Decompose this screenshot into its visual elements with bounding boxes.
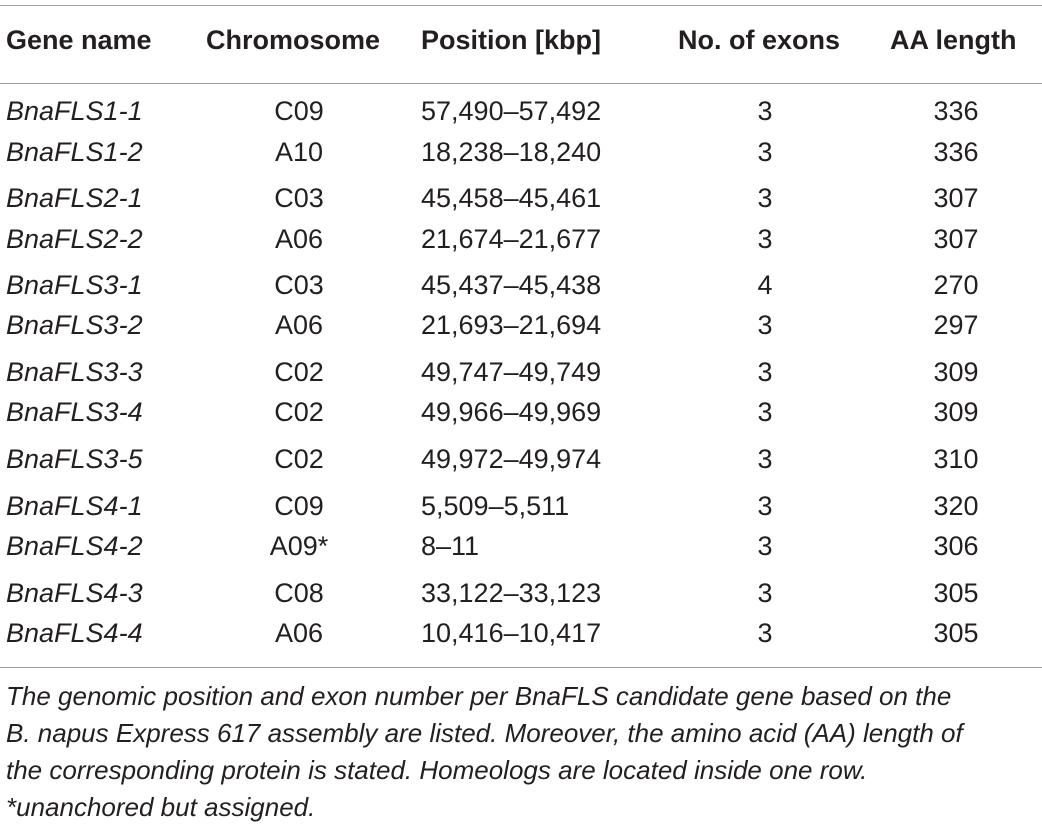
position-cell: 49,966–49,969 xyxy=(421,397,602,427)
header-chromosome: Chromosome xyxy=(206,25,381,55)
aa-length-cell: 310 xyxy=(933,444,979,474)
position-cell: 49,747–49,749 xyxy=(421,357,602,387)
position-cell: 5,509–5,511 xyxy=(421,491,570,521)
position-cell: 21,693–21,694 xyxy=(421,310,602,340)
table-row xyxy=(0,441,1042,477)
table-bottom-rule xyxy=(0,667,1042,668)
table-row xyxy=(0,134,1042,170)
position-cell: 49,972–49,974 xyxy=(421,444,602,474)
position-cell: 57,490–57,492 xyxy=(421,96,602,126)
exons-cell: 3 xyxy=(757,531,773,561)
exons-cell: 3 xyxy=(757,96,773,126)
aa-length-cell: 305 xyxy=(933,618,979,648)
chromosome-cell: C09 xyxy=(274,96,324,126)
chromosome-cell: C03 xyxy=(274,183,324,213)
position-cell: 8–11 xyxy=(421,531,480,561)
aa-length-cell: 309 xyxy=(933,397,979,427)
chromosome-cell: A06 xyxy=(274,224,324,254)
chromosome-cell: C02 xyxy=(274,444,324,474)
aa-length-cell: 309 xyxy=(933,357,979,387)
exons-cell: 3 xyxy=(757,578,773,608)
gene-name-cell: BnaFLS1-2 xyxy=(6,137,143,167)
exons-cell: 3 xyxy=(757,618,773,648)
position-cell: 45,437–45,438 xyxy=(421,270,602,300)
exons-cell: 3 xyxy=(757,491,773,521)
table-top-rule xyxy=(0,5,1042,6)
aa-length-cell: 306 xyxy=(933,531,979,561)
gene-name-cell: BnaFLS4-2 xyxy=(6,531,143,561)
table-row xyxy=(0,394,1042,430)
aa-length-cell: 320 xyxy=(933,491,979,521)
exons-cell: 3 xyxy=(757,137,773,167)
gene-name-cell: BnaFLS3-2 xyxy=(6,310,143,340)
gene-name-cell: BnaFLS4-3 xyxy=(6,578,143,608)
gene-name-cell: BnaFLS4-1 xyxy=(6,491,143,521)
position-cell: 45,458–45,461 xyxy=(421,183,602,213)
table-row xyxy=(0,575,1042,611)
chromosome-cell: A06 xyxy=(274,618,324,648)
exons-cell: 3 xyxy=(757,183,773,213)
aa-length-cell: 336 xyxy=(933,137,979,167)
gene-name-cell: BnaFLS1-1 xyxy=(6,96,143,126)
chromosome-cell: C09 xyxy=(274,491,324,521)
table-header-rule xyxy=(0,83,1042,84)
chromosome-cell: C08 xyxy=(274,578,324,608)
table-row xyxy=(0,93,1042,129)
table-row xyxy=(0,528,1042,564)
chromosome-cell: C02 xyxy=(274,357,324,387)
table-row xyxy=(0,615,1042,651)
table-row xyxy=(0,180,1042,216)
header-gene-name: Gene name xyxy=(6,25,152,55)
aa-length-cell: 336 xyxy=(933,96,979,126)
aa-length-cell: 307 xyxy=(933,224,979,254)
gene-name-cell: BnaFLS3-4 xyxy=(6,397,143,427)
position-cell: 33,122–33,123 xyxy=(421,578,602,608)
aa-length-cell: 305 xyxy=(933,578,979,608)
exons-cell: 3 xyxy=(757,444,773,474)
chromosome-cell: C02 xyxy=(274,397,324,427)
chromosome-cell: A09* xyxy=(269,531,329,561)
gene-name-cell: BnaFLS2-2 xyxy=(6,224,143,254)
header-position: Position [kbp] xyxy=(421,25,601,55)
gene-name-cell: BnaFLS4-4 xyxy=(6,618,143,648)
exons-cell: 4 xyxy=(757,270,773,300)
position-cell: 21,674–21,677 xyxy=(421,224,602,254)
gene-name-cell: BnaFLS3-1 xyxy=(6,270,143,300)
table-row xyxy=(0,267,1042,303)
table-row xyxy=(0,307,1042,343)
chromosome-cell: A10 xyxy=(274,137,324,167)
gene-name-cell: BnaFLS3-5 xyxy=(6,444,143,474)
aa-length-cell: 270 xyxy=(933,270,979,300)
aa-length-cell: 307 xyxy=(933,183,979,213)
chromosome-cell: C03 xyxy=(274,270,324,300)
position-cell: 18,238–18,240 xyxy=(421,137,602,167)
position-cell: 10,416–10,417 xyxy=(421,618,602,648)
table-row xyxy=(0,354,1042,390)
exons-cell: 3 xyxy=(757,310,773,340)
header-exons: No. of exons xyxy=(678,25,841,55)
exons-cell: 3 xyxy=(757,357,773,387)
table-footnote: The genomic position and exon number per BnaFLS candidate gene based on the B. napus Express 617 assembly are listed. Moreover, the amino acid (AA) length of the corresponding protein is stated. Homeologs are located inside one row. *unanchored but assigned. xyxy=(6,681,963,822)
chromosome-cell: A06 xyxy=(274,310,324,340)
exons-cell: 3 xyxy=(757,397,773,427)
aa-length-cell: 297 xyxy=(933,310,979,340)
exons-cell: 3 xyxy=(757,224,773,254)
table-row xyxy=(0,221,1042,257)
table-row xyxy=(0,488,1042,524)
gene-name-cell: BnaFLS2-1 xyxy=(6,183,143,213)
header-aa-length: AA length xyxy=(890,25,1017,55)
gene-name-cell: BnaFLS3-3 xyxy=(6,357,143,387)
